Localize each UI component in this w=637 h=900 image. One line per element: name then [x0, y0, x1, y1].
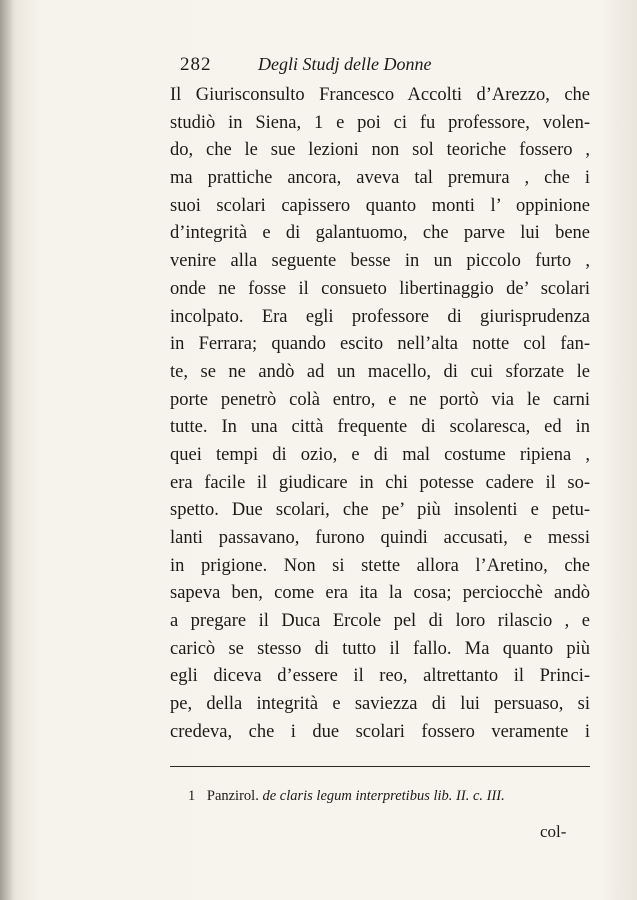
running-title: Degli Studj delle Donne — [258, 54, 432, 74]
text-line: era facile il giudicare in chi potesse cadere il so- — [170, 472, 590, 493]
text-line: lanti passavano, furono quindi accusati, e messi — [170, 528, 590, 548]
text-line: sapeva ben, come era ita la cosa; perciocchè andò — [170, 583, 590, 604]
text-line: te, se ne andò ad un macello, di cui sforzate le — [170, 361, 590, 382]
text-line: in prigione. Non si stette allora l’Aretino, che — [170, 555, 590, 576]
text-line: venire alla seguente besse in un piccolo furto , — [170, 251, 590, 272]
text-line: incolpato. Era egli professore di giurisprudenza — [170, 306, 590, 327]
text-line: suoi scolari capissero quanto monti l’ oppinione — [170, 195, 590, 216]
text-line: tutte. In una città frequente di scolaresca, ed in — [170, 417, 590, 438]
text-line: caricò se stesso di tutto il fallo. Ma quanto più — [170, 638, 590, 659]
text-line: pe, della integrità e saviezza di lui persuaso, si — [170, 694, 590, 715]
text-line: Il Giurisconsulto Francesco Accolti d’Arezzo, che — [170, 85, 590, 105]
text-line: onde ne fosse il consueto libertinaggio de’ scolari — [170, 278, 590, 299]
text-line: a pregare il Duca Ercole pel di loro rilascio , e — [170, 611, 590, 632]
text-line: ma prattiche ancora, aveva tal premura , che i — [170, 168, 590, 189]
text-line: studiò in Siena, 1 e poi ci fu professore, volen- — [170, 112, 590, 133]
page-header — [180, 50, 480, 80]
text-line: d’integrità e di galantuomo, che parve lui bene — [170, 223, 590, 244]
page-number: 282 — [180, 54, 212, 75]
text-line: porte penetrò colà entro, e ne portò via le carni — [170, 389, 590, 410]
body-text — [170, 82, 590, 747]
binding-shadow — [0, 0, 14, 900]
footnote — [188, 788, 588, 805]
text-line: do, che le sue lezioni non sol teoriche fossero , — [170, 140, 590, 161]
footnote-rule — [170, 766, 590, 767]
text-line: egli diceva d’essere il reo, altrettanto il Princi- — [170, 666, 590, 687]
text-line: quei tempi di ozio, e di mal costume ripiena , — [170, 444, 590, 465]
catchword: col- — [540, 822, 567, 841]
text-line: credeva, che i due scolari fossero veramente i — [170, 721, 590, 742]
footnote-author: Panzirol. — [206, 788, 259, 804]
footnote-number: 1 — [188, 788, 196, 804]
text-line: in Ferrara; quando escito nell’alta notte col fan- — [170, 334, 590, 355]
text-line: spetto. Due scolari, che pe’ più insolenti e petu- — [170, 500, 590, 521]
footnote-work: de claris legum interpretibus lib. II. c. III. — [262, 788, 505, 804]
